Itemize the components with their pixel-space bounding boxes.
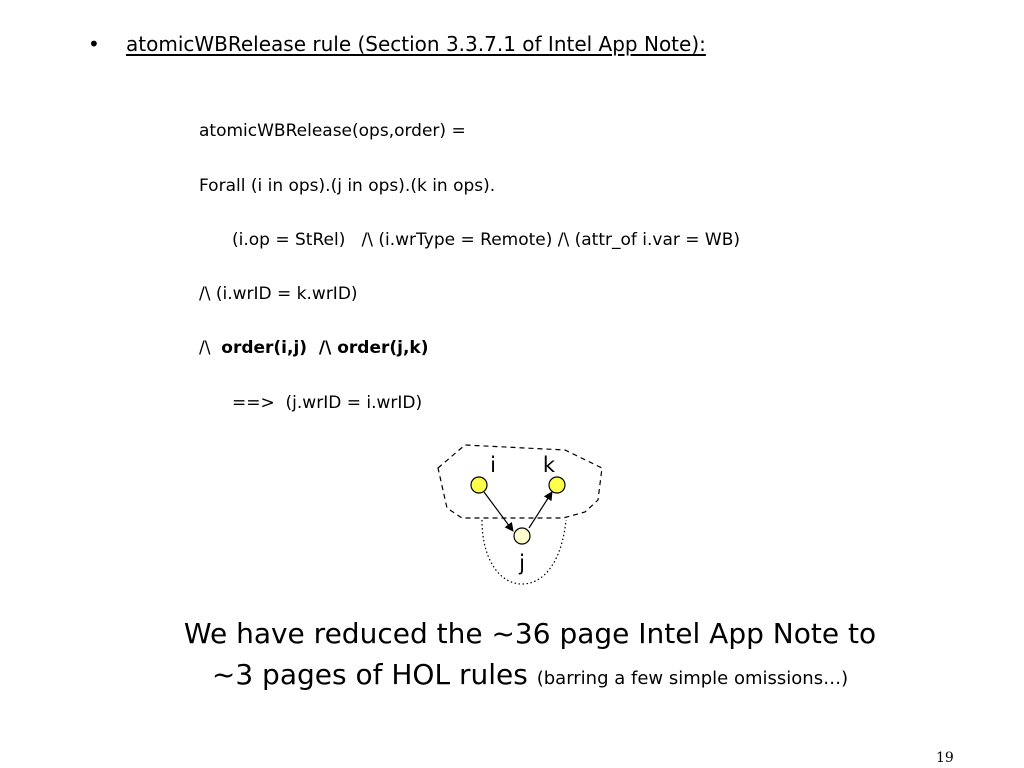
summary-note: (barring a few simple omissions…): [536, 668, 849, 689]
page-number: 19: [936, 750, 954, 766]
summary-line-2: [120, 655, 940, 699]
node-label-j: j: [519, 551, 525, 575]
summary-main-text: ~3 pages of HOL rules: [211, 658, 528, 691]
summary-line-1: We have reduced the ~36 page Intel App Note to: [183, 617, 877, 650]
rule-line-order-prefix: /\: [199, 338, 222, 358]
rule-line-implication: ==> (j.wrID = i.wrID): [232, 393, 423, 413]
rule-line-forall: Forall (i in ops).(j in ops).(k in ops).: [199, 176, 496, 196]
rule-line-order-bold: order(i,j) /\ order(j,k): [221, 338, 429, 358]
bullet-marker: •: [88, 32, 100, 56]
rule-heading: atomicWBRelease rule (Section 3.3.7.1 of Intel App Note):: [126, 32, 706, 56]
rule-line-wrid: /\ (i.wrID = k.wrID): [199, 284, 358, 304]
node-j: [514, 528, 530, 544]
node-i: [471, 477, 487, 493]
node-label-k: k: [542, 453, 556, 477]
rule-line-definition: atomicWBRelease(ops,order) =: [199, 121, 466, 141]
edge-j-to-k: [529, 492, 552, 528]
edge-i-to-j: [484, 492, 513, 531]
rule-line-condition: (i.op = StRel) /\ (i.wrType = Remote) /\ (attr_of i.var = WB): [232, 230, 741, 250]
node-k: [549, 477, 565, 493]
node-label-i: i: [490, 453, 496, 477]
outer-group-boundary: [438, 445, 602, 518]
